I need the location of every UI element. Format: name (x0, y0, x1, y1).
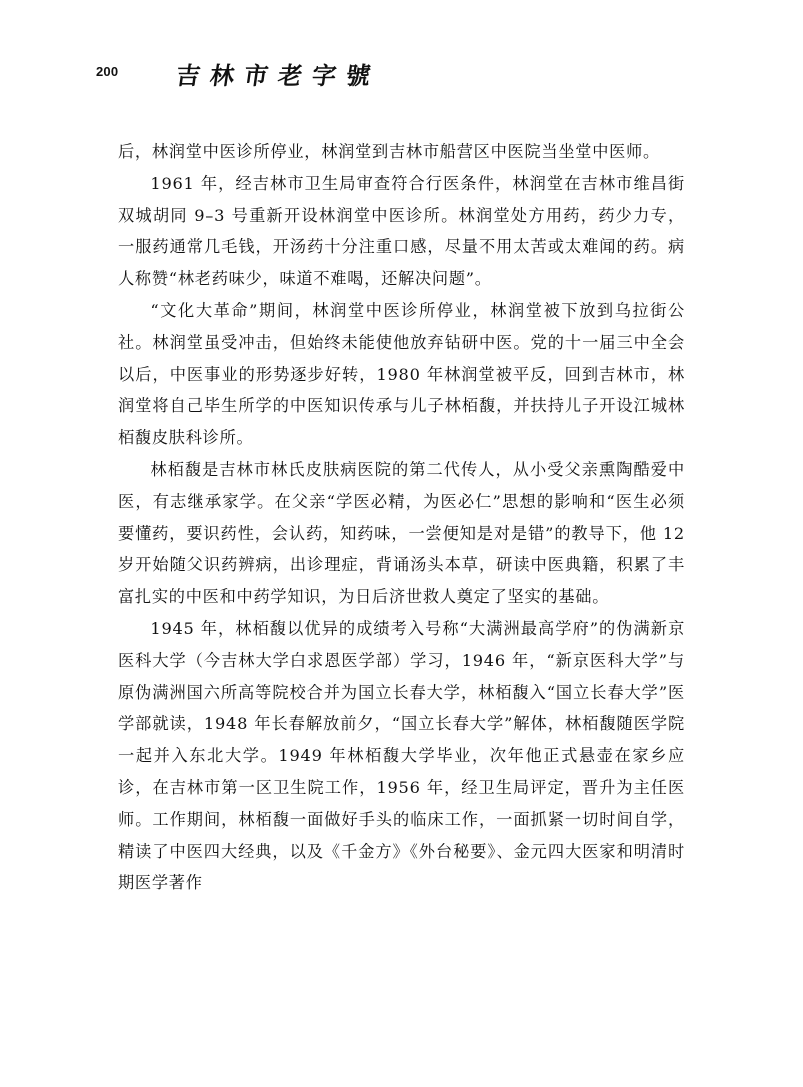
body-text (118, 136, 685, 899)
page-number: 200 (96, 64, 119, 79)
paragraph: 林栢馥是吉林市林氏皮肤病医院的第二代传人，从小受父亲熏陶酷爱中医，有志继承家学。在父亲“学医必精，为医必仁”思想的影响和“医生必须要懂药，要识药性，会认药，知药味，一尝便知是对是错”的教导下，他 12 岁开始随父识药辨病，出诊理症，背诵汤头本草，研读中医典籍，积累了丰富扎实的中医和中药学知识，为日后济世救人奠定了坚实的基础。 (118, 459, 685, 607)
paragraph: 后，林润堂中医诊所停业，林润堂到吉林市船营区中医院当坐堂中医师。 (118, 142, 660, 161)
paragraph: 1961 年，经吉林市卫生局审查符合行医条件，林润堂在吉林市维昌街双城胡同 9–3 号重新开设林润堂中医诊所。林润堂处方用药，药少力专，一服药通常几毛钱，开汤药十分注重口感，尽量不用太苦或太难闻的药。病人称赞“林老药味少，味道不难喝，还解决问题”。 (118, 173, 685, 289)
paragraph: “文化大革命”期间，林润堂中医诊所停业，林润堂被下放到乌拉街公社。林润堂虽受冲击，但始终未能使他放弃钻研中医。党的十一届三中全会以后，中医事业的形势逐步好转，1980 年林润堂被平反，回到吉林市，林润堂将自己毕生所学的中医知识传承与儿子林栢馥，并扶持儿子开设江城林栢馥皮肤科诊所。 (118, 300, 685, 448)
paragraph: 1945 年，林栢馥以优异的成绩考入号称“大满洲最高学府”的伪满新京医科大学（今吉林大学白求恩医学部）学习，1946 年，“新京医科大学”与原伪满洲国六所高等院校合并为国立长春大学，林栢馥入“国立长春大学”医学部就读，1948 年长春解放前夕，“国立长春大学”解体，林栢馥随医学院一起并入东北大学。1949 年林栢馥大学毕业，次年他正式悬壶在家乡应诊，在吉林市第一区卫生院工作，1956 年，经卫生局评定，晋升为主任医师。工作期间，林栢馥一面做好手头的临床工作，一面抓紧一切时间自学，精读了中医四大经典，以及《千金方》《外台秘要》、金元四大医家和明清时期医学著作 (118, 618, 685, 893)
page-header (96, 56, 716, 96)
running-title: 吉林市老字號 (174, 61, 383, 90)
